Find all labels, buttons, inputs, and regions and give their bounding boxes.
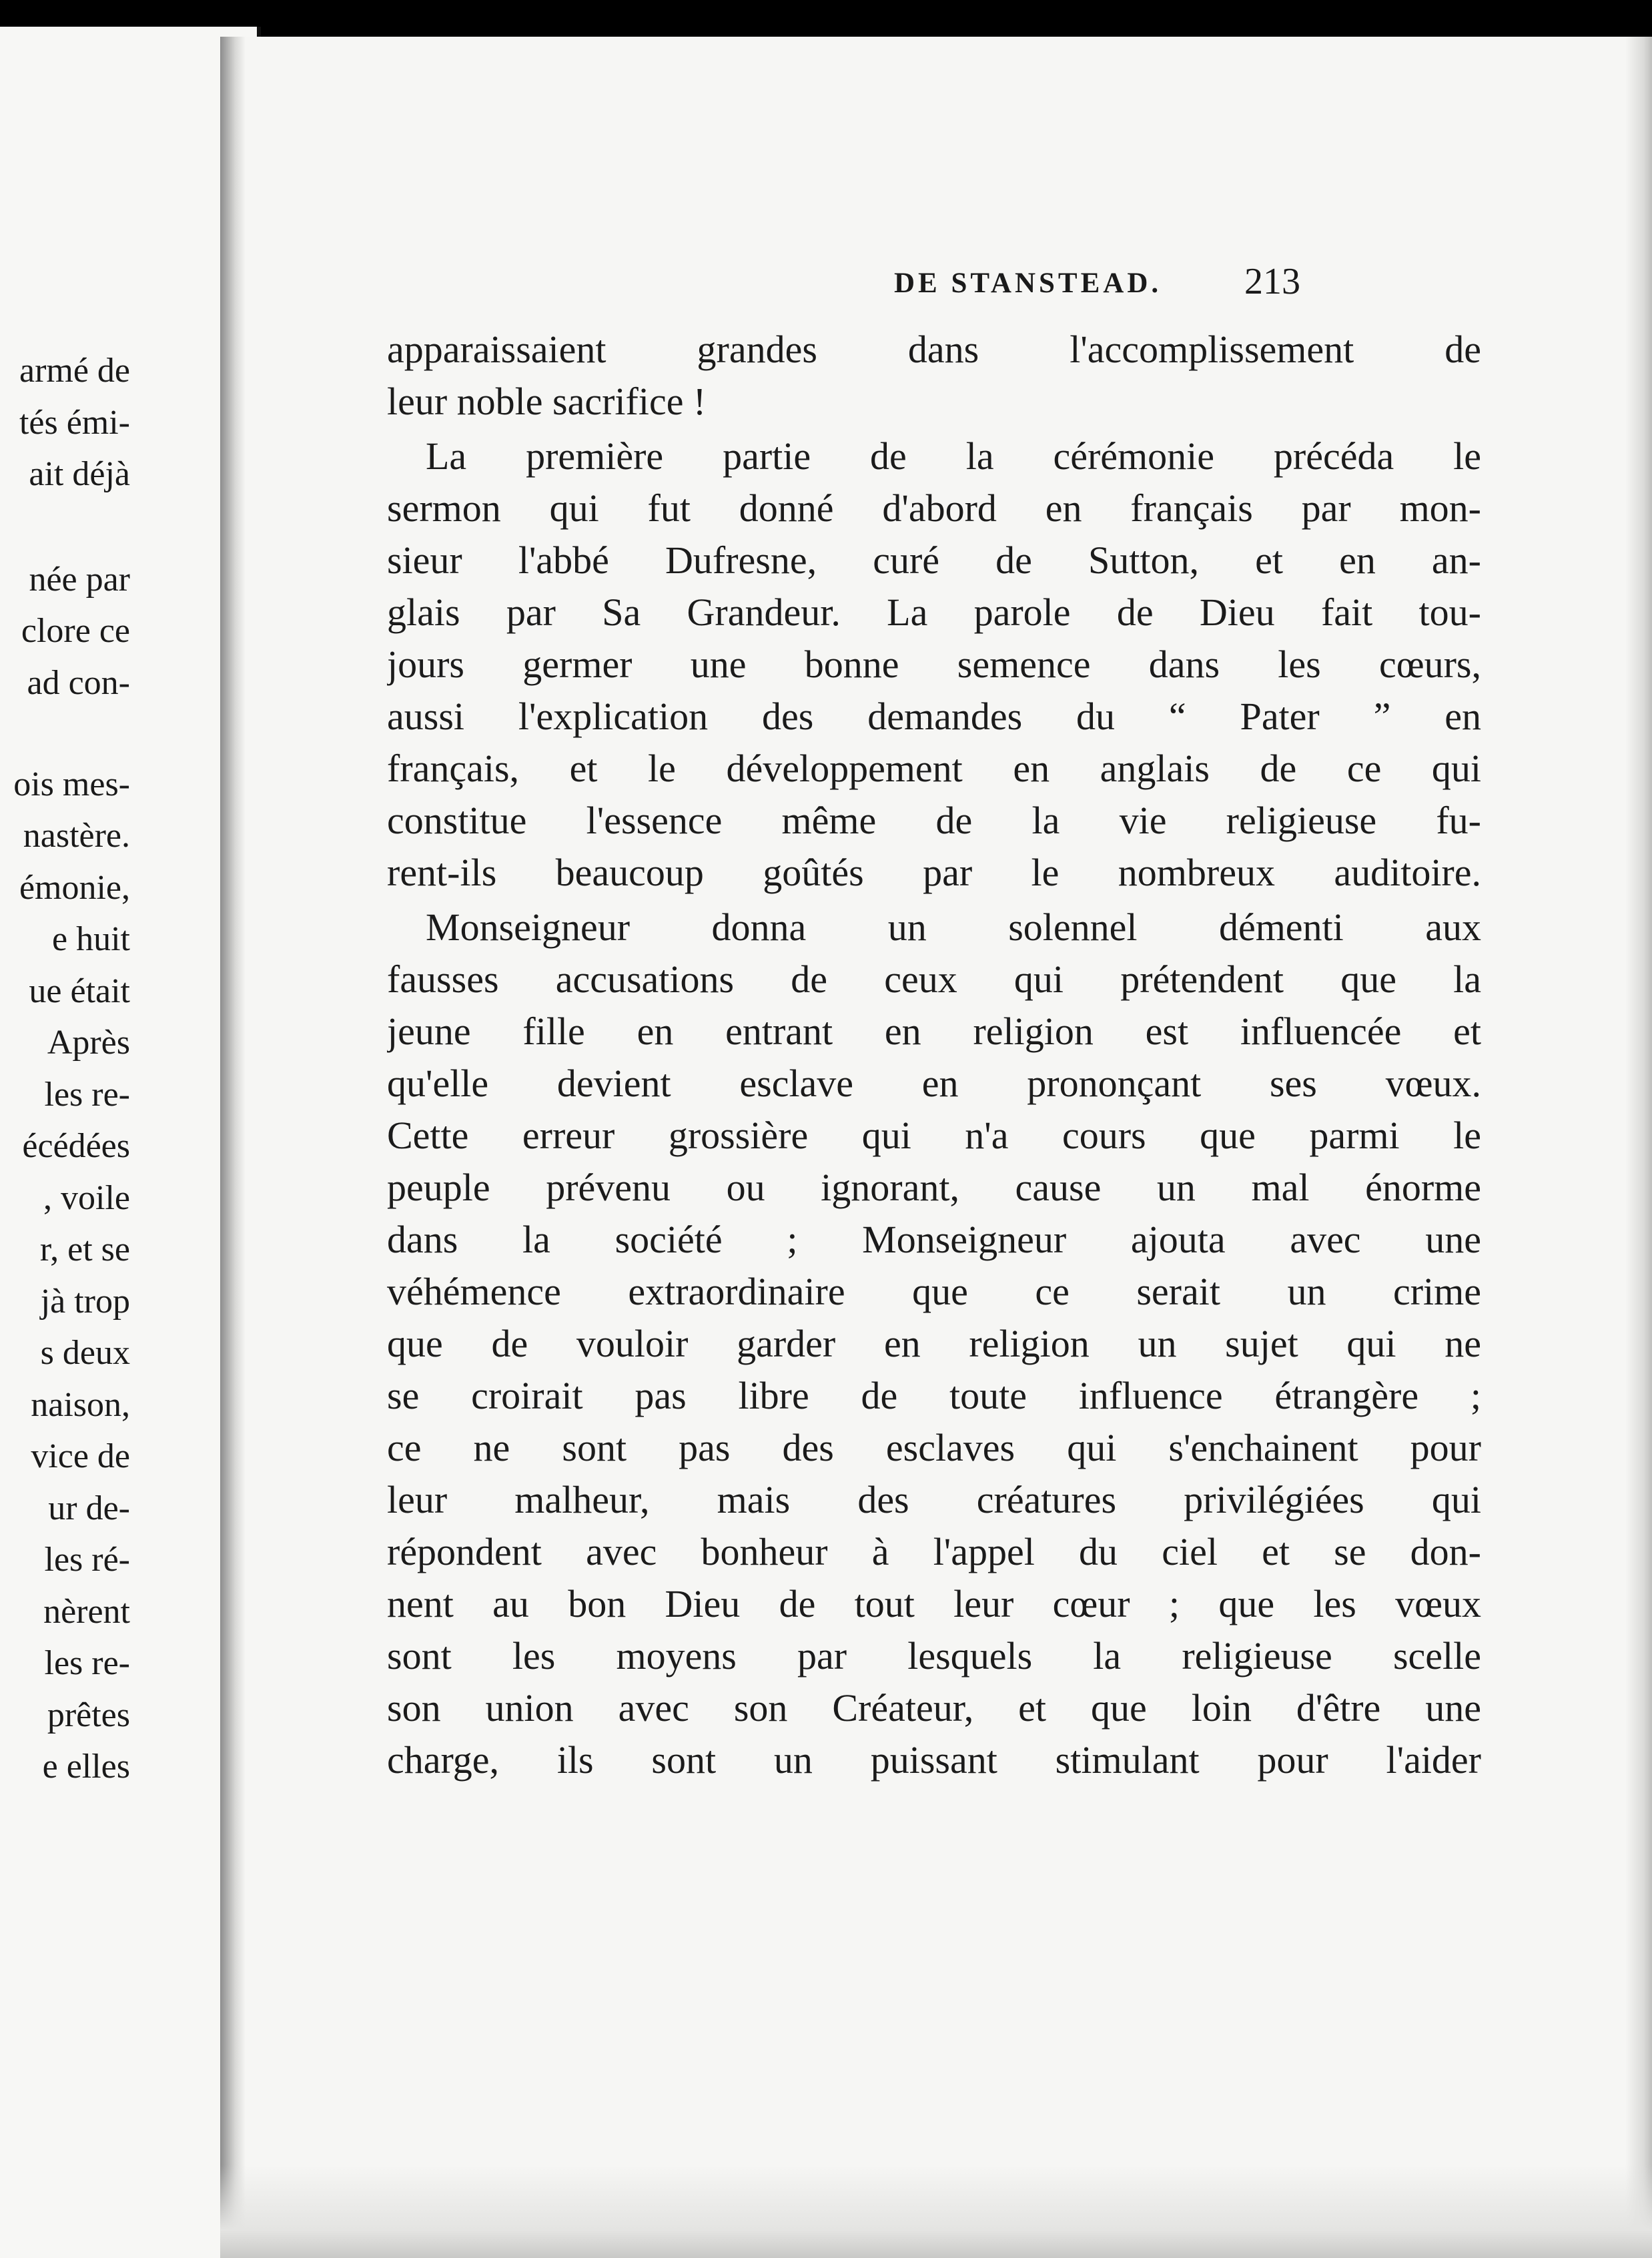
left-page-line: les ré- [44,1541,130,1579]
text-line: sont les moyens par lesquels la religieuse scelle [387,1634,1481,1677]
left-page-line: , voile [43,1179,130,1217]
text-line: dans la société ; Monseigneur ajouta avec une [387,1218,1481,1261]
left-page-line: les re- [44,1076,130,1114]
body-text [387,324,1481,1786]
left-page-line: nastère. [23,817,130,855]
text-line: qu'elle devient esclave en prononçant ses vœux. [387,1062,1481,1105]
text-line: que de vouloir garder en religion un sujet qui ne [387,1322,1481,1365]
page-number: 213 [1244,261,1300,302]
text-line: peuple prévenu ou ignorant, cause un mal énorme [387,1166,1481,1209]
text-line: apparaissaient grandes dans l'accomplissement de [387,328,1481,371]
left-page-line: s deux [40,1334,130,1372]
left-page-line: ue était [29,972,130,1010]
text-line: se croirait pas libre de toute influence étrangère ; [387,1374,1481,1417]
running-head: DE STANSTEAD. [894,268,1162,299]
text-line: nent au bon Dieu de tout leur cœur ; que les vœux [387,1582,1481,1625]
text-line: ce ne sont pas des esclaves qui s'enchainent pour [387,1426,1481,1469]
text-line: Monseigneur donna un solennel démenti aux [426,905,1481,949]
text-line: véhémence extraordinaire que ce serait un crime [387,1270,1481,1313]
left-page-line: armé de [19,352,130,390]
left-page-line: tés émi- [19,404,130,442]
gutter-shadow [220,37,246,2258]
page-edge [1625,37,1652,2258]
left-page-line: ur de- [48,1489,130,1527]
text-line: jours germer une bonne semence dans les cœurs, [387,643,1481,686]
left-page-line: naison, [31,1386,130,1424]
left-page-line: ait déjà [29,455,130,493]
left-page-line: nèrent [43,1593,130,1631]
text-line: aussi l'explication des demandes du “ Pater ” en [387,695,1481,738]
left-page-line: écédées [22,1127,130,1165]
text-line: jeune fille en entrant en religion est influencée et [387,1010,1481,1053]
text-line: répondent avec bonheur à l'appel du ciel et se don- [387,1530,1481,1573]
left-page-line: Après [47,1024,130,1062]
text-line: fausses accusations de ceux qui prétendent que la [387,958,1481,1001]
left-page-line: ad con- [27,664,130,702]
text-line: sermon qui fut donné d'abord en français par mon- [387,486,1481,530]
text-line: glais par Sa Grandeur. La parole de Dieu fait tou- [387,591,1481,634]
text-line: son union avec son Créateur, et que loin d'être une [387,1686,1481,1730]
text-line: charge, ils sont un puissant stimulant pour l'aider [387,1738,1481,1782]
left-page-line: e elles [42,1748,130,1786]
left-page-line: émonie, [19,869,130,907]
left-page-line: prêtes [47,1696,130,1734]
left-page-line: r, et se [39,1230,130,1268]
text-line: leur noble sacrifice ! [387,380,707,423]
right-page [220,37,1652,2258]
left-page-line: e huit [52,920,130,958]
page-bottom-edge [220,2165,1652,2258]
text-line: rent-ils beaucoup goûtés par le nombreux auditoire. [387,851,1481,894]
left-page-line: les re- [44,1644,130,1682]
left-page-line: jà trop [40,1282,130,1321]
text-line: français, et le développement en anglais de ce qui [387,747,1481,790]
text-line: constitue l'essence même de la vie religieuse fu- [387,799,1481,842]
left-page-line: vice de [31,1437,130,1475]
text-line: leur malheur, mais des créatures privilégiées qui [387,1478,1481,1521]
text-line: sieur l'abbé Dufresne, curé de Sutton, et en an- [387,538,1481,582]
left-page-line: née par [29,560,130,599]
left-page-line: ois mes- [13,765,130,803]
text-line: Cette erreur grossière qui n'a cours que parmi le [387,1114,1481,1157]
left-page-line: clore ce [21,612,130,650]
text-line: La première partie de la cérémonie précéda le [426,434,1481,478]
